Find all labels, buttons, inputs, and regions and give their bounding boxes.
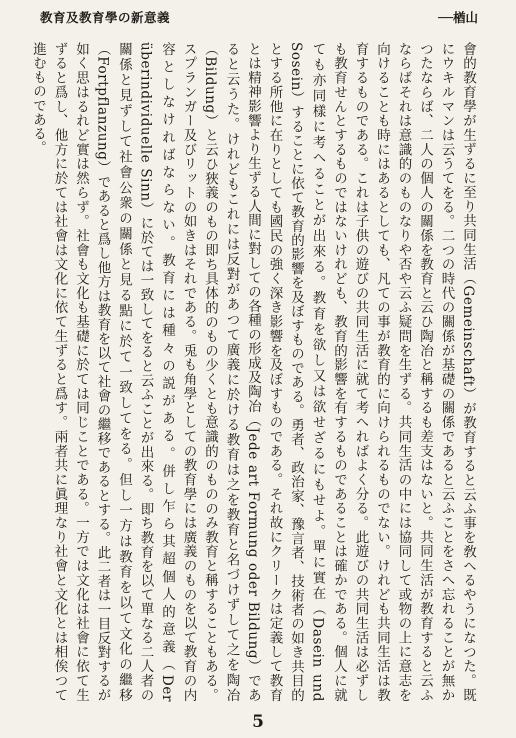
running-author: ──楢山	[437, 10, 478, 25]
running-title: 教育及教育學の新意義	[40, 10, 171, 25]
page-number: 5	[252, 712, 264, 732]
paragraph: 會的教育學が生ずるに至り共同生活（Gemeinschaft）が教育すると云ふ事を敎へるやうになつた。既にウキルマンは云うてをる。二つの時代の關係が基礎の關係であると云ふことをさへ忘れることが無かつたならば、二人の個人の關係を教育と云ひ陶冶と稱するも差支はないと。共同生活が教育すると云ふならばそれは意識的のものなりや否や云ふ疑問を生ずる。共同生活の中には協同して或物の上に意志を向けることも時にはあるとしても、凡ての事が教育的に向けられるものでない。けれども共同生活は教育するものである。これは子供の遊びの共同生活に就て考へればよく分る。此遊びの共同生活は必ずしも教育せんとするものではないけれども、教育的影響を有するものであることは確かである。個人に就ても亦同樣に考へることが出來る。教育を欲し又は欲せざるにもせよ。單に實在（Dasein und Sosein）することに依て教育的影響を及ぼすものである。勇者、政治家、豫言者、技術者の如き共目的とする所他に在りとしても國民の強く深き影響を及ぼすものである。それ故にクリークは定義して教育とは精神影響より生ずる人間に對しての各種の形成及陶冶（Jede art Formung oder Bildung）であると云うた。けれどもこれには反對があつて廣義に於ける教育は之を教育と名づけずして之を陶冶（Bildung）と云ひ狹義のもの即ち具体的のもの少くとも意識的のもののみ教育と稱することもある。スプランガー及びリットの如きはそれである。兎も角學としての教育學には廣義のものを以て教育の内容としなければならない。教育には種々の説がある。併し乍ら其超個人的意義（Der überindividuelle Sinn）に於ては一致してをると云ふことが出來る。即ち教育を以て單なる二人者の關係と見ずして社會公衆の關係と見る點に於て一致してをる。但し一方は教育を以て文化の繼移（Fortpflanzung）であると爲し他方は教育を以て社會の繼移であるとする。此二者は一目反對するが如く思はるれど實は然らず。社會も文化も基礎に於ては同じことである。一方では文化は社會に依て生ずると爲し、他方に於ては社會は文化に依て生ずると爲す。兩者共に眞理なり社會と文化とは相俟つて進むものである。	[30, 42, 476, 702]
running-header	[40, 8, 478, 30]
body-text	[30, 42, 478, 702]
